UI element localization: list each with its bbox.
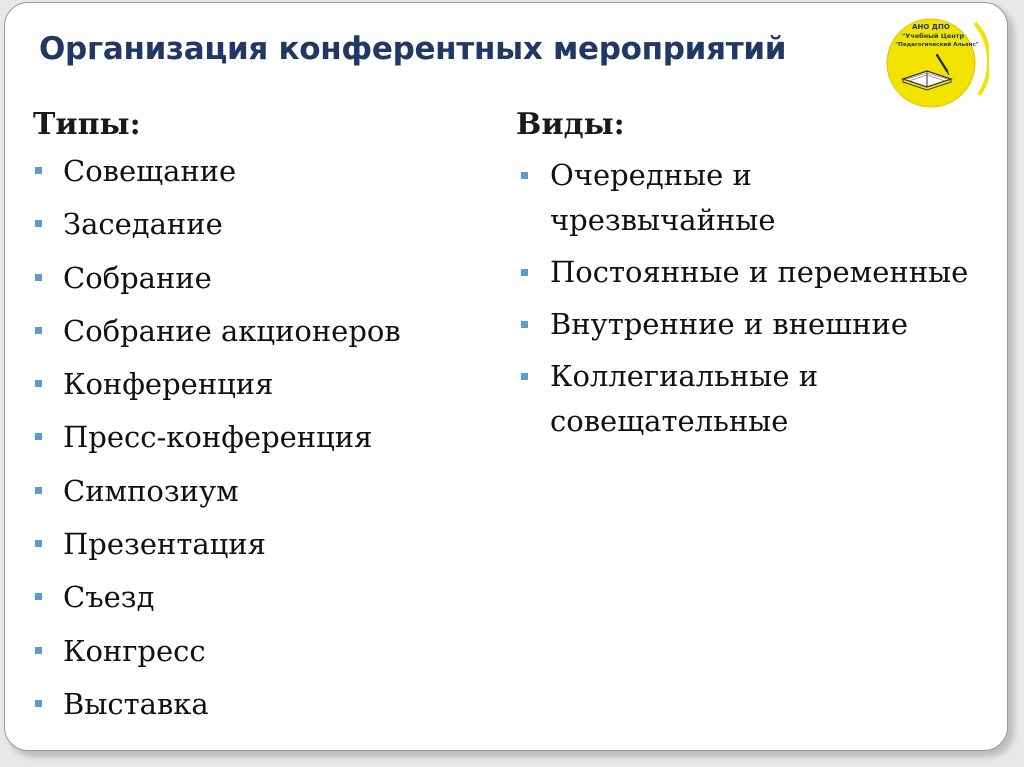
list-item — [33, 579, 473, 632]
list-item — [516, 153, 986, 243]
list-item-text: Коллегиальные и совещательные — [550, 359, 819, 438]
logo-line-1: АНО ДПО — [912, 23, 950, 31]
list-item-text: Симпозиум — [63, 473, 239, 508]
list-item — [33, 260, 473, 313]
bullet-icon — [521, 373, 528, 380]
bullet-icon — [521, 269, 528, 276]
list-item-text: Конференция — [63, 367, 274, 402]
list-item-text: Совещание — [63, 154, 237, 188]
list-item — [33, 473, 473, 526]
bullet-icon — [35, 700, 42, 707]
slide-title: Организация конферентных мероприятий — [39, 31, 787, 67]
bullet-icon — [35, 647, 42, 654]
bullet-icon — [35, 167, 42, 174]
list-item — [33, 366, 473, 419]
list-item-text: Очередные и чрезвычайные — [550, 158, 776, 237]
logo-line-3: "Педагогический Альянс" — [895, 42, 979, 48]
kinds-list — [516, 153, 986, 444]
kinds-column — [516, 103, 986, 451]
slide — [4, 2, 1008, 751]
bullet-icon — [35, 593, 42, 600]
types-column — [33, 103, 473, 739]
kinds-heading: Виды: — [516, 107, 625, 142]
bullet-icon — [35, 433, 42, 440]
list-item — [33, 686, 473, 739]
list-item — [33, 153, 473, 206]
list-item — [33, 419, 473, 472]
list-item-text: Собрание — [63, 260, 212, 295]
list-item-text: Съезд — [63, 580, 155, 615]
list-item — [33, 526, 473, 579]
organization-logo — [879, 9, 989, 113]
bullet-icon — [35, 274, 42, 281]
bullet-icon — [35, 327, 42, 334]
list-item — [33, 313, 473, 366]
list-item-text: Презентация — [63, 527, 266, 562]
list-item-text: Внутренние и внешние — [550, 307, 908, 341]
bullet-icon — [521, 172, 528, 179]
bullet-icon — [35, 380, 42, 387]
list-item-text: Пресс-конференция — [63, 420, 373, 455]
list-item-text: Выставка — [63, 686, 209, 721]
bullet-icon — [521, 321, 528, 328]
types-heading: Типы: — [33, 107, 141, 142]
list-item-text: Собрание акционеров — [63, 313, 401, 348]
list-item — [516, 302, 986, 347]
logo-line-2: "Учебный Центр — [901, 32, 965, 40]
list-item — [516, 250, 986, 295]
list-item — [33, 633, 473, 686]
bullet-icon — [35, 220, 42, 227]
list-item — [33, 206, 473, 259]
bullet-icon — [35, 487, 42, 494]
logo-graphic — [879, 9, 989, 113]
list-item-text: Конгресс — [63, 633, 206, 668]
types-list — [33, 153, 473, 739]
list-item-text: Постоянные и переменные — [550, 255, 969, 289]
list-item-text: Заседание — [63, 207, 223, 242]
bullet-icon — [35, 540, 42, 547]
list-item — [516, 354, 986, 444]
